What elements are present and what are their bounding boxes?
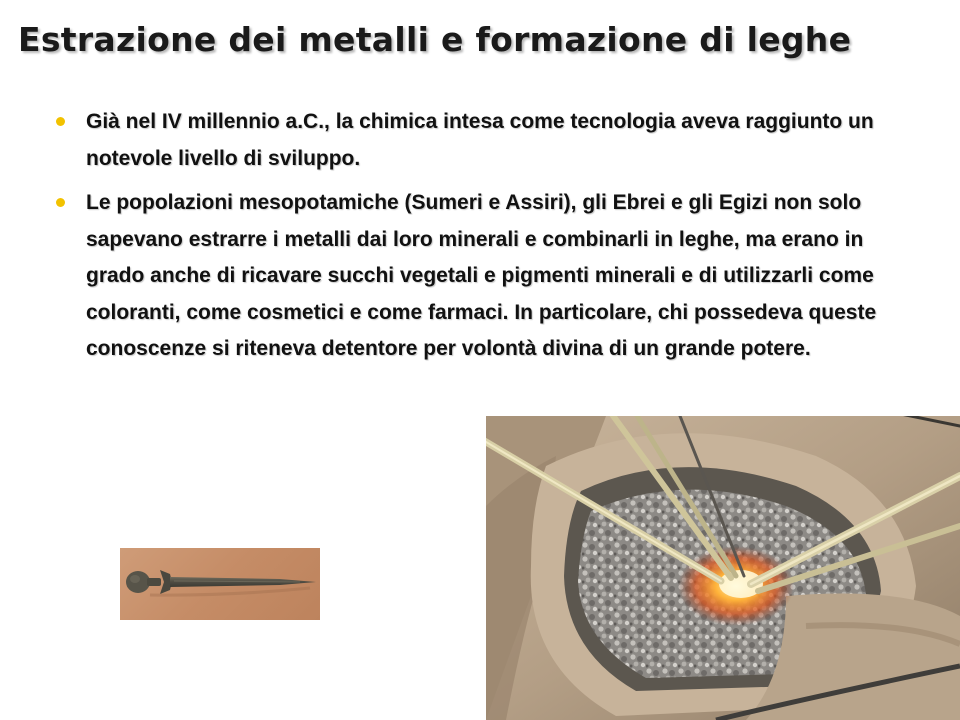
bullet-item — [52, 104, 902, 177]
bullet-marker — [56, 198, 65, 207]
furnace-illustration — [486, 416, 960, 720]
furnace-image — [486, 416, 960, 720]
bullet-item — [52, 185, 902, 368]
bullet-text: Già nel IV millennio a.C., la chimica intesa come tecnologia aveva raggiunto un notevole livello di sviluppo. — [86, 110, 874, 170]
bullet-list — [52, 104, 902, 376]
bronze-sword-image — [120, 548, 320, 620]
bullet-text: Le popolazioni mesopotamiche (Sumeri e Assiri), gli Ebrei e gli Egizi non solo sapevano estrarre i metalli dai loro minerali e combinarli in leghe, ma erano in grado anche di ricavare succhi vegetali e pigmenti minerali e di utilizzarli come coloranti, come cosmetici e come farmaci. In particolare, chi possedeva queste conoscenze si riteneva detentore per volontà divina di un grande potere. — [86, 191, 877, 360]
bullet-marker — [56, 117, 65, 126]
slide-title: Estrazione dei metalli e formazione di leghe — [18, 20, 852, 59]
sword-illustration — [120, 548, 320, 620]
